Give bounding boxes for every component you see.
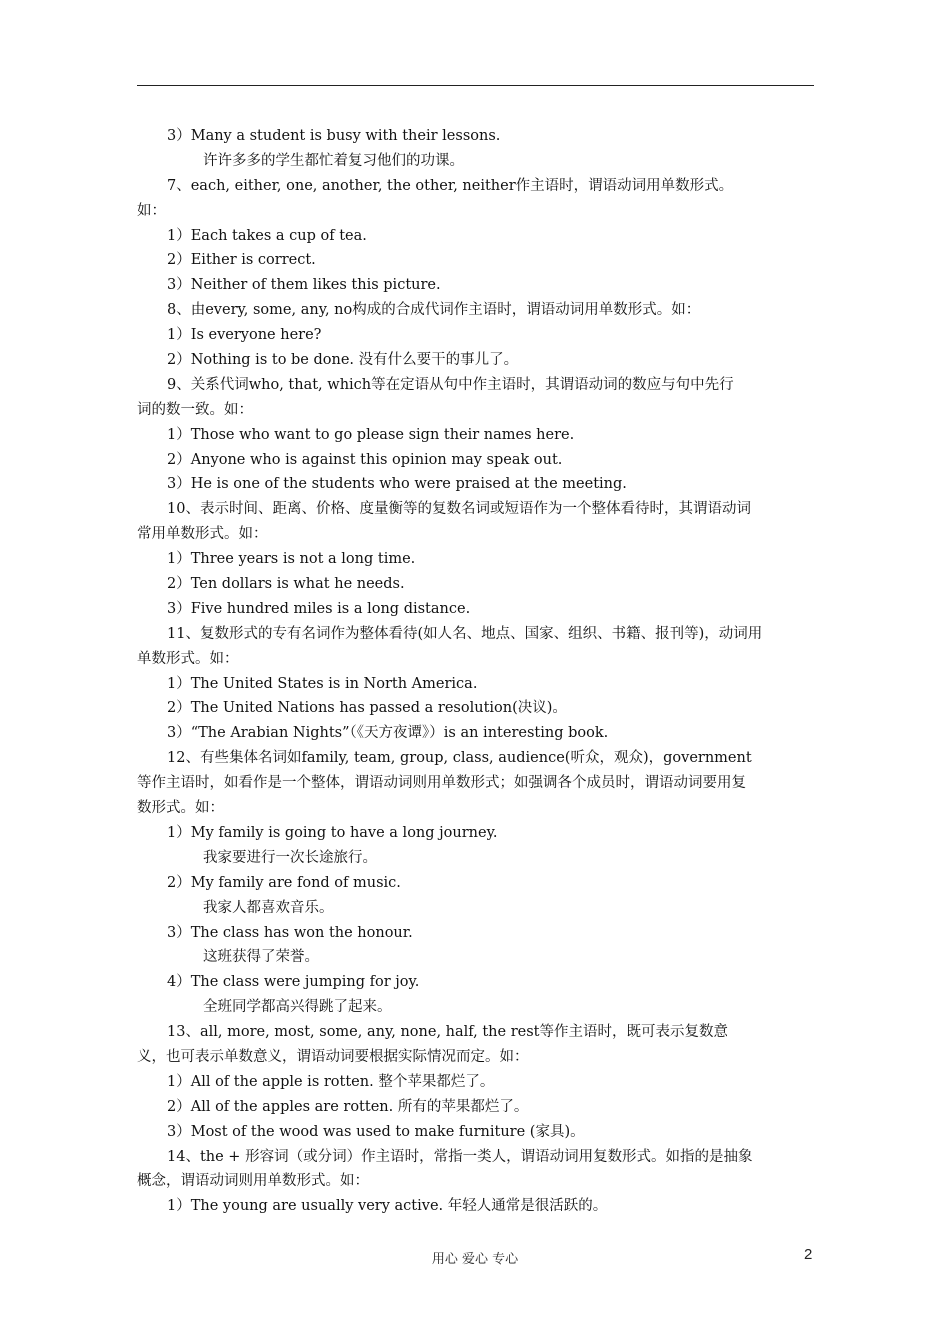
text-line: 1）Is everyone here?: [167, 327, 322, 344]
text-line: 1）Those who want to go please sign their names here.: [167, 426, 575, 443]
header-rule: [137, 85, 814, 86]
text-line: 数形式。如：: [137, 800, 224, 817]
text-line: 10、表示时间、距离、价格、度量衡等的复数名词或短语作为一个整体看待时，其谓语动词: [167, 501, 751, 518]
text-line: 11、复数形式的专有名词作为整体看待(如人名、地点、国家、组织、书籍、报刊等)，动词用: [167, 625, 763, 642]
text-line: 3）Many a student is busy with their lessons.: [167, 128, 501, 144]
text-line: 3）He is one of the students who were praised at the meeting.: [167, 476, 627, 493]
page-footer: 用心 爱心 专心: [431, 1252, 519, 1267]
text-line: 我家要进行一次长途旅行。: [203, 849, 377, 866]
text-line: 2）My family are fond of music.: [167, 874, 401, 891]
text-line: 14、the + 形容词（或分词）作主语时，常指一类人，谓语动词用复数形式。如指的是抽象: [167, 1148, 753, 1165]
text-line: 7、each, either, one, another, the other, neither作主语时，谓语动词用单数形式。: [167, 177, 734, 194]
text-line: 4）The class were jumping for joy.: [167, 974, 420, 991]
document-body: [137, 124, 817, 1219]
text-line: 概念，谓语动词则用单数形式。如：: [137, 1173, 369, 1190]
text-line: 我家人都喜欢音乐。: [203, 899, 334, 916]
text-line: 2）The United Nations has passed a resolution(决议)。: [167, 700, 567, 717]
text-line: 词的数一致。如：: [137, 401, 253, 418]
text-line: 单数形式。如：: [137, 650, 239, 667]
text-line: 3）Neither of them likes this picture.: [167, 277, 441, 294]
text-line: 2）All of the apples are rotten. 所有的苹果都烂了。: [167, 1098, 529, 1115]
text-line: 2）Nothing is to be done. 没有什么要干的事儿了。: [167, 352, 519, 369]
text-line: 这班获得了荣誉。: [203, 949, 319, 966]
text-line: 1）Each takes a cup of tea.: [167, 227, 367, 244]
text-line: 许许多多的学生都忙着复习他们的功课。: [203, 152, 464, 169]
text-line: 如：: [137, 202, 166, 219]
text-line: 3）Most of the wood was used to make furniture (家具)。: [167, 1123, 585, 1140]
text-line: 2）Anyone who is against this opinion may speak out.: [167, 451, 563, 468]
text-line: 1）Three years is not a long time.: [167, 551, 416, 568]
text-line: 等作主语时，如看作是一个整体，谓语动词则用单数形式；如强调各个成员时，谓语动词要用复: [137, 775, 746, 792]
text-line: 常用单数形式。如：: [137, 526, 268, 543]
text-line: 3）“The Arabian Nights”（《天方夜谭》）is an interesting book.: [167, 725, 609, 742]
text-line: 1）My family is going to have a long journey.: [167, 824, 498, 841]
page-number: 2: [804, 1246, 813, 1263]
text-line: 1）All of the apple is rotten. 整个苹果都烂了。: [167, 1073, 495, 1090]
text-line: 全班同学都高兴得跳了起来。: [203, 999, 392, 1016]
text-line: 1）The young are usually very active. 年轻人通常是很活跃的。: [167, 1198, 608, 1215]
text-line: 3）The class has won the honour.: [167, 924, 413, 941]
text-line: 8、由every, some, any, no构成的合成代词作主语时，谓语动词用单数形式。如：: [167, 302, 701, 319]
text-line: 13、all, more, most, some, any, none, half, the rest等作主语时，既可表示复数意: [167, 1024, 728, 1041]
text-line: 义，也可表示单数意义，谓语动词要根据实际情况而定。如：: [137, 1048, 529, 1065]
text-line: 2）Ten dollars is what he needs.: [167, 576, 405, 593]
text-line: 12、有些集体名词如family, team, group, class, audience(听众，观众)，government: [167, 750, 752, 767]
text-line: 3）Five hundred miles is a long distance.: [167, 600, 471, 617]
text-line: 2）Either is correct.: [167, 252, 316, 269]
text-line: 9、关系代词who, that, which等在定语从句中作主语时，其谓语动词的数应与句中先行: [167, 376, 734, 393]
text-line: 1）The United States is in North America.: [167, 675, 478, 692]
